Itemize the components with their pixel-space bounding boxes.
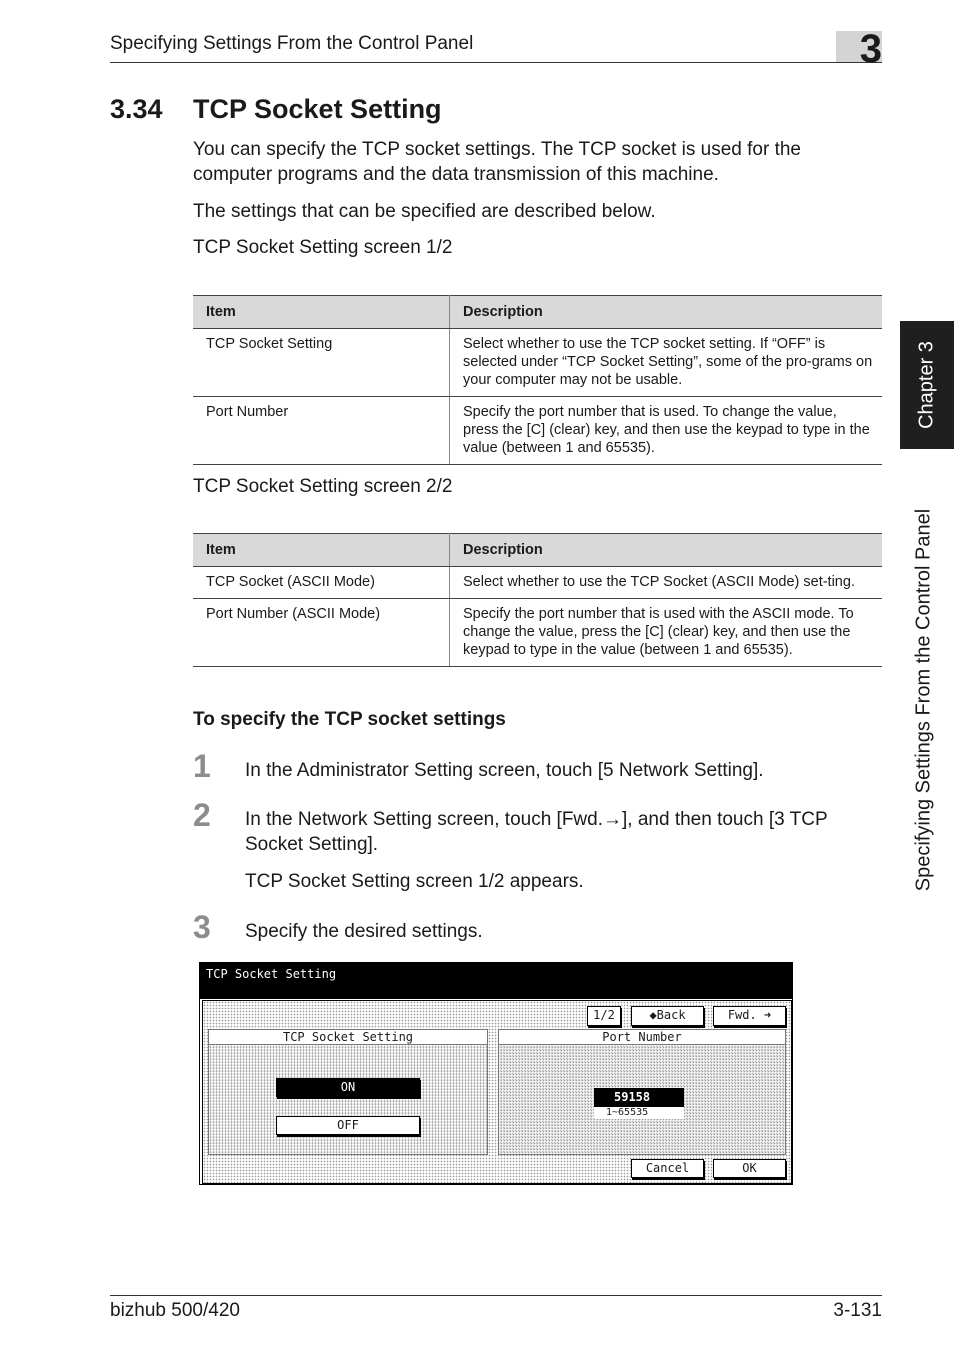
item-cell: TCP Socket Setting <box>193 329 450 397</box>
section-title: TCP Socket Setting <box>193 94 442 124</box>
step-number-2: 2 <box>193 797 211 833</box>
cancel-button[interactable]: Cancel <box>631 1159 704 1178</box>
table-row <box>193 599 882 667</box>
table-header-row <box>193 534 882 567</box>
header-rule <box>110 62 882 63</box>
table-header-row <box>193 296 882 329</box>
off-button[interactable]: OFF <box>276 1116 420 1135</box>
chapter-side-label: Chapter 3 <box>915 341 938 429</box>
column-header-description: Description <box>450 296 883 329</box>
chapter-number: 3 <box>859 27 882 71</box>
step-text-1: In the Administrator Setting screen, touch [5 Network Setting]. <box>245 760 764 781</box>
description-cell: Select whether to use the TCP Socket (ASCII Mode) set-ting. <box>450 567 883 599</box>
group-title: TCP Socket Setting <box>209 1030 487 1045</box>
fwd-button[interactable]: Fwd. ➜ <box>713 1006 786 1026</box>
description-cell: Select whether to use the TCP socket setting. If “OFF” is selected under “TCP Socket Setting”, some of the pro-grams on your computer may not be usable. <box>450 329 883 397</box>
step-number-1: 1 <box>193 748 211 784</box>
item-cell: Port Number (ASCII Mode) <box>193 599 450 667</box>
back-button[interactable]: ◆Back <box>631 1006 704 1026</box>
ok-button[interactable]: OK <box>713 1159 786 1178</box>
chapter-badge <box>836 27 882 71</box>
intro-paragraph: You can specify the TCP socket settings. The TCP socket is used for the computer programs and the data transmission of this machine. <box>193 139 801 185</box>
panel-body <box>202 1000 792 1184</box>
description-cell: Specify the port number that is used. To change the value, press the [C] (clear) key, and then use the keypad to type in the value (between 1 and 65535). <box>450 397 883 465</box>
table-caption-2: TCP Socket Setting screen 2/2 <box>193 476 453 497</box>
table-row <box>193 329 882 397</box>
step-text-3: Specify the desired settings. <box>245 921 483 942</box>
group-title: Port Number <box>499 1030 785 1045</box>
table-row <box>193 567 882 599</box>
table-row <box>193 397 882 465</box>
item-cell: Port Number <box>193 397 450 465</box>
intro-paragraph-2: The settings that can be specified are described below. <box>193 201 656 222</box>
step-text-2: In the Network Setting screen, touch [Fwd.→], and then touch [3 TCP Socket Setting]. <box>245 809 828 855</box>
port-number-input[interactable]: 59158 <box>594 1088 684 1107</box>
step-note-2: TCP Socket Setting screen 1/2 appears. <box>245 871 584 892</box>
item-cell: TCP Socket (ASCII Mode) <box>193 567 450 599</box>
tcp-socket-setting-group <box>208 1029 488 1155</box>
port-number-group <box>498 1029 786 1155</box>
settings-table-2 <box>193 533 882 667</box>
page-number: 3-131 <box>833 1300 882 1321</box>
settings-table-1 <box>193 295 882 465</box>
column-header-item: Item <box>193 534 450 567</box>
footer-rule <box>110 1295 882 1296</box>
step-number-3: 3 <box>193 909 211 945</box>
panel-title-bar: TCP Socket Setting <box>200 963 792 999</box>
running-header: Specifying Settings From the Control Panel <box>110 33 474 54</box>
column-header-description: Description <box>450 534 883 567</box>
footer-model: bizhub 500/420 <box>110 1300 240 1321</box>
port-range-label: 1~65535 <box>594 1107 684 1119</box>
control-panel-screen <box>199 962 793 1185</box>
on-button[interactable]: ON <box>276 1078 420 1097</box>
description-cell: Specify the port number that is used with the ASCII mode. To change the value, press the [C] (clear) key, and then use the keypad to type in the value (between 1 and 65535). <box>450 599 883 667</box>
column-header-item: Item <box>193 296 450 329</box>
side-running-title: Specifying Settings From the Control Panel <box>912 508 935 892</box>
procedure-heading: To specify the TCP socket settings <box>193 709 506 730</box>
table-caption-1: TCP Socket Setting screen 1/2 <box>193 237 453 258</box>
section-number: 3.34 <box>110 94 163 124</box>
page-indicator: 1/2 <box>587 1006 621 1026</box>
